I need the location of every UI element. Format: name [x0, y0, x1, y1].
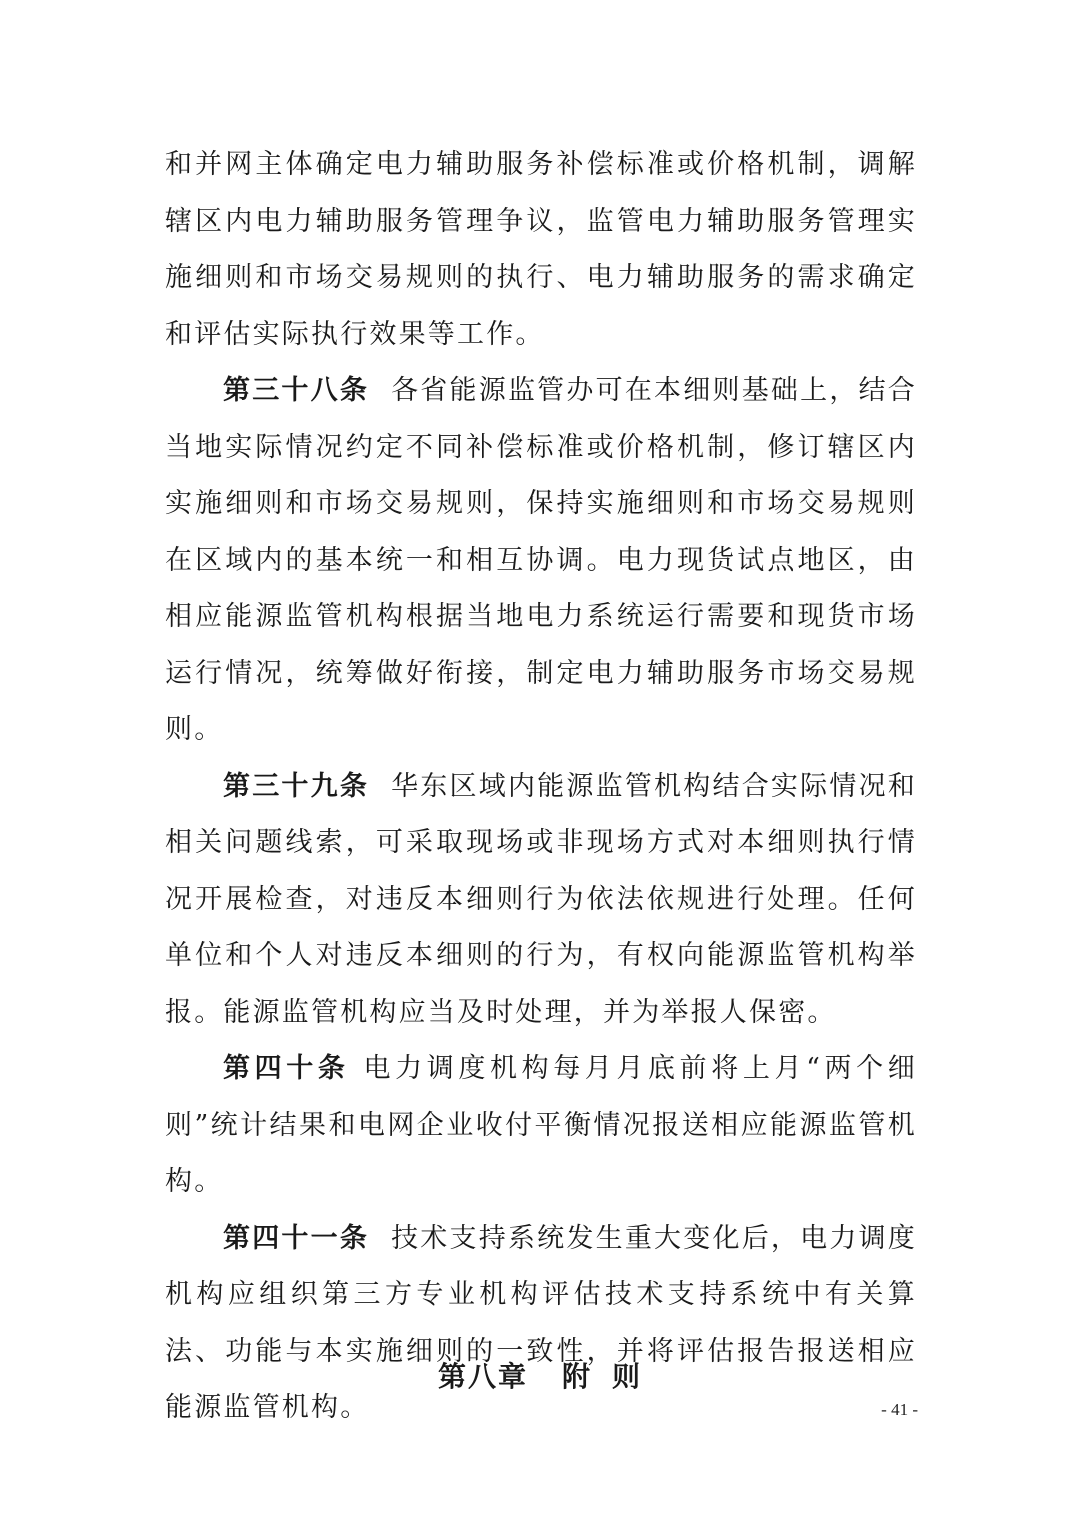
- article-text: 各省能源监管办可在本细则基础上，结合当地实际情况约定不同补偿标准或价格机制，修订辖区内实施细则和市场交易规则，保持实施细则和市场交易规则在区域内的基本统一和相互协调。电力现货试点地区，由相应能源监管机构根据当地电力系统运行需要和现货市场运行情况，统筹做好衔接，制定电力辅助服务市场交易规则。: [165, 375, 917, 745]
- body-text: [165, 137, 917, 1437]
- paragraph-continuation: [165, 137, 917, 363]
- article-label: 第四十一条: [223, 1222, 370, 1254]
- article-label: 第三十九条: [223, 770, 370, 802]
- article-38: [165, 363, 917, 759]
- article-label: 第三十八条: [223, 375, 370, 406]
- article-text: 电力调度机构每月月底前将上月“两个细则”统计结果和电网企业收付平衡情况报送相应能源监管机构。: [165, 1053, 917, 1197]
- chapter-number: 第八章: [437, 1360, 528, 1393]
- chapter-title-char-2: 则: [612, 1360, 643, 1393]
- article-39: [165, 759, 917, 1042]
- chapter-title-char-1: 附: [561, 1360, 592, 1393]
- article-41: [165, 1211, 917, 1437]
- article-40: [165, 1041, 917, 1211]
- paragraph-text: 和并网主体确定电力辅助服务补偿标准或价格机制，调解辖区内电力辅助服务管理争议，监管电力辅助服务管理实施细则和市场交易规则的执行、电力辅助服务的需求确定和评估实际执行效果等工作。: [165, 149, 917, 350]
- page-number: - 41 -: [881, 1400, 918, 1419]
- article-label: 第四十条: [223, 1053, 350, 1084]
- chapter-heading: [0, 1355, 1080, 1395]
- article-text: 技术支持系统发生重大变化后，电力调度机构应组织第三方专业机构评估技术支持系统中有关算法、功能与本实施细则的一致性，并将评估报告报送相应能源监管机构。: [165, 1222, 917, 1423]
- article-text: 华东区域内能源监管机构结合实际情况和相关问题线索，可采取现场或非现场方式对本细则执行情况开展检查，对违反本细则行为依法依规进行处理。任何单位和个人对违反本细则的行为，有权向能源监管机构举报。能源监管机构应当及时处理，并为举报人保密。: [165, 770, 917, 1028]
